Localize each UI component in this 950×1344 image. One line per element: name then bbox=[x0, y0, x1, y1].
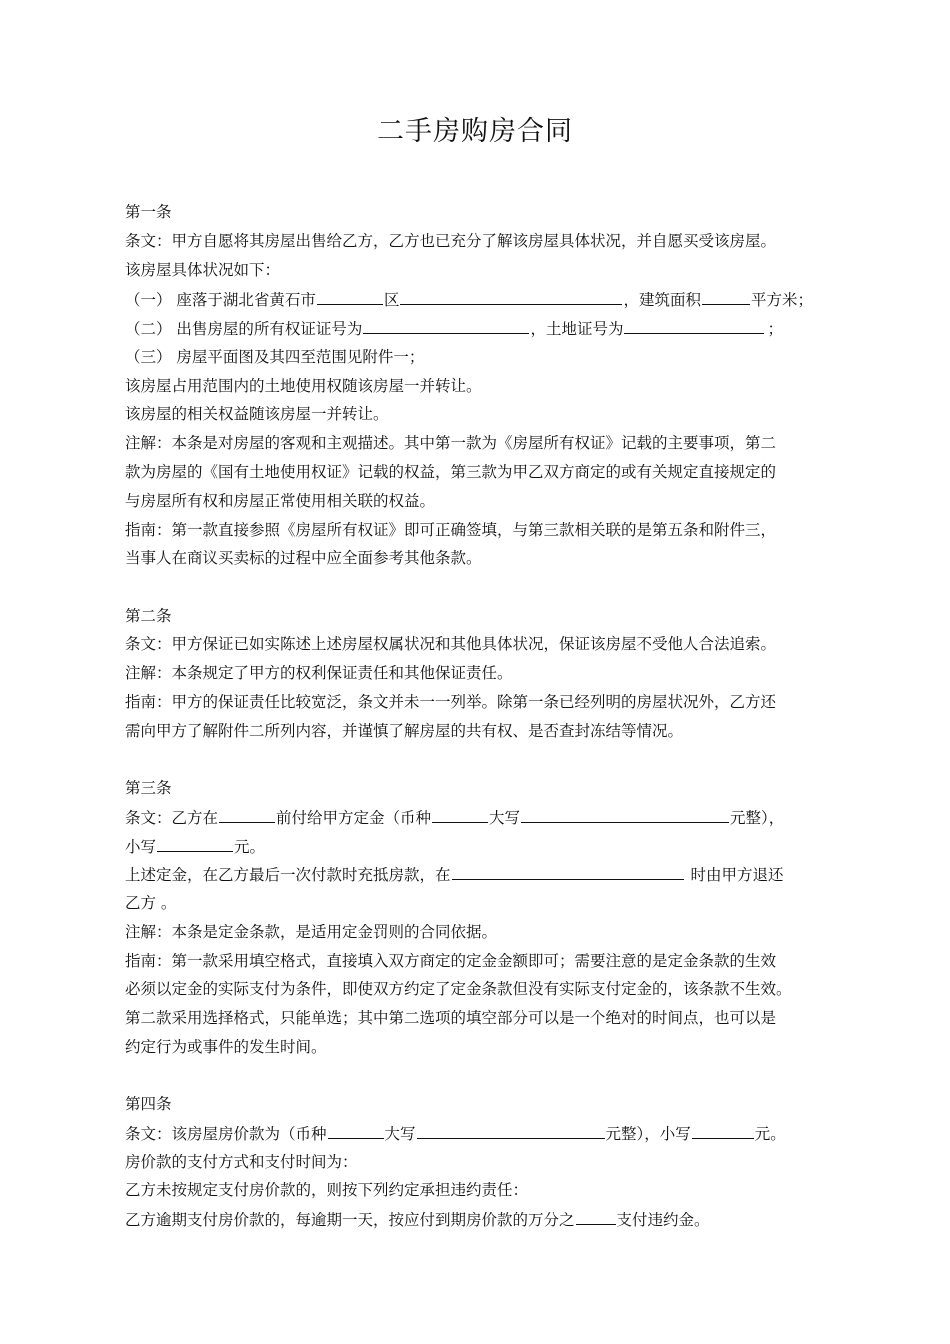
article-2-note: 注解：本条规定了甲方的权利保证责任和其他保证责任。 bbox=[125, 664, 513, 682]
clause-capital-label: 大写 bbox=[489, 809, 521, 827]
deposit-small-amount-blank[interactable] bbox=[157, 835, 233, 852]
refund-label: 上述定金，在乙方最后一次付款时充抵房款，在 bbox=[125, 866, 451, 884]
article-1-note: 款为房屋的《国有土地使用权证》记载的权益，第三款为甲乙双方商定的或有关规定直接规定的 bbox=[125, 463, 777, 481]
ownership-cert-blank[interactable] bbox=[363, 317, 529, 334]
article-3-guide: 必须以定金的实际支付为条件，即使双方约定了定金条款但没有实际支付定金的，该条款不生效。 bbox=[125, 980, 792, 998]
item-2-land-label: ，土地证号为 bbox=[530, 320, 624, 338]
article-3-text bbox=[125, 863, 830, 886]
article-3-guide: 指南：第一款采用填空格式，直接填入双方商定的定金金额即可；需要注意的是定金条款的生效 bbox=[125, 952, 777, 970]
article-1-text: 该房屋的相关权益随该房屋一并转让。 bbox=[125, 405, 389, 423]
penalty-label: 乙方逾期支付房价款的，每逾期一天，按应付到期房价款的万分之 bbox=[125, 1211, 575, 1229]
article-1-note: 注解：本条是对房屋的客观和主观描述。其中第一款为《房屋所有权证》记载的主要事项，第二 bbox=[125, 434, 777, 452]
article-4-text: 房价款的支付方式和支付时间为： bbox=[125, 1153, 358, 1171]
item-2-end: ； bbox=[767, 320, 783, 338]
price-capital-label: 大写 bbox=[384, 1125, 416, 1143]
item-1-location-label: （一） 座落于湖北省黄石市 bbox=[125, 291, 316, 309]
article-4-text: 乙方未按规定支付房价款的，则按下列约定承担违约责任： bbox=[125, 1181, 529, 1199]
article-1-heading: 第一条 bbox=[125, 203, 172, 221]
article-1-guide: 当事人在商议买卖标的过程中应全面参考其他条款。 bbox=[125, 549, 482, 567]
clause-yuan-label: 元整）， bbox=[730, 809, 785, 827]
price-capital-amount-blank[interactable] bbox=[417, 1122, 605, 1139]
item-2-cert-label: （二） 出售房屋的所有权证证号为 bbox=[125, 320, 363, 338]
clause-yuan-end: 元。 bbox=[234, 838, 266, 856]
item-1-area-label: ，建筑面积 bbox=[623, 291, 701, 309]
article-3-guide: 第二款采用选择格式，只能单选；其中第二选项的填空部分可以是一个绝对的时间点，也可以是 bbox=[125, 1009, 777, 1027]
article-3-clause bbox=[125, 806, 830, 829]
article-2-guide: 指南：甲方的保证责任比较宽泛，条文并未一一列举。除第一条已经列明的房屋状况外，乙方还 bbox=[125, 693, 777, 711]
article-1-item-1 bbox=[125, 288, 830, 311]
article-2-clause: 条文：甲方保证已如实陈述上述房屋权属状况和其他具体状况，保证该房屋不受他人合法追索。 bbox=[125, 635, 777, 653]
article-4-heading: 第四条 bbox=[125, 1095, 172, 1113]
penalty-end-label: 支付违约金。 bbox=[616, 1211, 710, 1229]
land-cert-blank[interactable] bbox=[624, 317, 764, 334]
price-currency-label: 条文：该房屋房价款为（币种 bbox=[125, 1125, 327, 1143]
refund-end-label: 时由甲方退还 bbox=[690, 866, 784, 884]
deposit-capital-amount-blank[interactable] bbox=[521, 806, 729, 823]
article-1-note: 与房屋所有权和房屋正常使用相关联的权益。 bbox=[125, 492, 436, 510]
page-title: 二手房购房合同 bbox=[377, 116, 573, 147]
article-3-guide: 约定行为或事件的发生时间。 bbox=[125, 1038, 327, 1056]
price-small-amount-blank[interactable] bbox=[692, 1122, 754, 1139]
article-3-clause-cont bbox=[125, 835, 830, 858]
penalty-rate-blank[interactable] bbox=[576, 1208, 616, 1225]
refund-time-blank[interactable] bbox=[452, 863, 684, 880]
article-1-item-3: （三） 房屋平面图及其四至范围见附件一； bbox=[125, 348, 425, 366]
price-yuan-label: 元。 bbox=[754, 1125, 786, 1143]
article-1-clause: 条文：甲方自愿将其房屋出售给乙方，乙方也已充分了解该房屋具体状况，并自愿买受该房屋。 bbox=[125, 232, 777, 250]
address-blank[interactable] bbox=[400, 288, 622, 305]
item-1-district-label: 区 bbox=[383, 291, 400, 309]
article-1-text: 该房屋具体状况如下： bbox=[125, 261, 281, 279]
clause-small-label: 小写 bbox=[125, 838, 157, 856]
price-currency-blank[interactable] bbox=[328, 1122, 384, 1139]
article-1-guide: 指南：第一款直接参照《房屋所有权证》即可正确签填，与第三款相关联的是第五条和附件三， bbox=[125, 521, 777, 539]
article-1-item-2 bbox=[125, 317, 830, 340]
district-blank[interactable] bbox=[317, 288, 383, 305]
article-4-clause bbox=[125, 1122, 830, 1145]
article-3-note: 注解：本条是定金条款，是适用定金罚则的合同依据。 bbox=[125, 923, 498, 941]
price-small-label: 元整），小写 bbox=[605, 1125, 691, 1143]
area-blank[interactable] bbox=[702, 288, 750, 305]
article-3-heading: 第三条 bbox=[125, 779, 172, 797]
deposit-date-blank[interactable] bbox=[219, 806, 275, 823]
article-3-text: 乙方 。 bbox=[125, 894, 177, 912]
article-1-text: 该房屋占用范围内的土地使用权随该房屋一并转让。 bbox=[125, 377, 482, 395]
item-1-unit-label: 平方米； bbox=[750, 291, 813, 309]
article-2-guide: 需向甲方了解附件二所列内容，并谨慎了解房屋的共有权、是否查封冻结等情况。 bbox=[125, 722, 684, 740]
article-2-heading: 第二条 bbox=[125, 607, 172, 625]
clause-deposit-label: 条文：乙方在 bbox=[125, 809, 219, 827]
clause-currency-label: 前付给甲方定金（币种 bbox=[276, 809, 432, 827]
deposit-currency-blank[interactable] bbox=[432, 806, 488, 823]
article-4-penalty bbox=[125, 1208, 830, 1231]
